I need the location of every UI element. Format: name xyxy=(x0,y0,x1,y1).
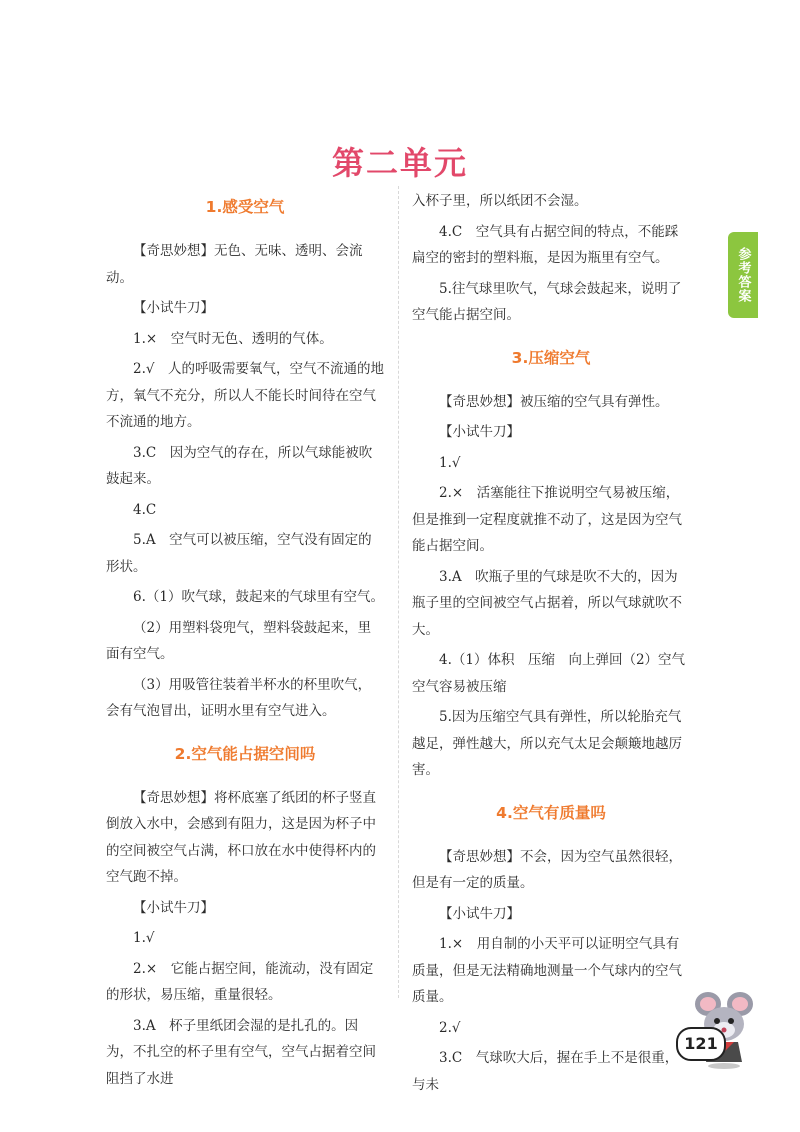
page-title: 第二单元 xyxy=(331,144,468,182)
paragraph: 4.C xyxy=(133,501,157,518)
paragraph: 4.C 空气具有占据空间的特点，不能踩扁空的密封的塑料瓶，是因为瓶里有空气。 xyxy=(412,223,679,266)
paragraph: 1.× 用自制的小天平可以证明空气具有质量，但是无法精确地测量一个气球内的空气质量。 xyxy=(412,936,682,1005)
paragraph: 3.A 杯子里纸团会湿的是扎孔的。因为，不扎空的杯子里有空气，空气占据着空间阻挡了水进 xyxy=(106,1017,376,1087)
paragraph: 5.A 空气可以被压缩，空气没有固定的形状。 xyxy=(106,532,372,575)
paragraph: 4.（1）体积 压缩 向上弹回（2）空气 空气容易被压缩 xyxy=(412,652,699,695)
paragraph: （3）用吸管往装着半杯水的杯里吹气，会有气泡冒出，证明水里有空气进入。 xyxy=(106,676,372,719)
paragraph: （2）用塑料袋兜气，塑料袋鼓起来，里面有空气。 xyxy=(106,619,372,662)
paragraph: 3.C 气球吹大后，握在手上不是很重，与未 xyxy=(412,1050,679,1093)
paragraph: 【小试牛刀】 xyxy=(133,300,214,316)
paragraph: 3.C 因为空气的存在，所以气球能被吹鼓起来。 xyxy=(106,444,373,487)
section-title-4: 4.空气有质量吗 xyxy=(496,803,606,822)
paragraph: 1.× 空气时无色、透明的气体。 xyxy=(133,330,333,347)
right-column xyxy=(412,188,699,1102)
section-title-1: 1.感受空气 xyxy=(205,198,285,216)
paragraph: 【奇思妙想】不会，因为空气虽然很轻，但是有一定的质量。 xyxy=(412,848,682,891)
paragraph: 【小试牛刀】 xyxy=(133,899,214,916)
paragraph: 2.× 它能占据空间，能流动，没有固定的形状，易压缩，重量很轻。 xyxy=(106,960,374,1003)
paragraph: 6.（1）吹气球，鼓起来的气球里有空气。 xyxy=(133,589,384,605)
paragraph: 入杯子里，所以纸团不会湿。 xyxy=(412,193,588,209)
left-column xyxy=(106,188,384,1096)
paragraph: 【奇思妙想】无色、无味、透明、会流动。 xyxy=(106,243,363,286)
paragraph: 5.往气球里吹气，气球会鼓起来，说明了空气能占据空间。 xyxy=(412,280,682,323)
section-title-2: 2.空气能占据空间吗 xyxy=(174,744,316,763)
paragraph: 5.因为压缩空气具有弹性，所以轮胎充气越足，弹性越大，所以充气太足会颠簸地越厉害。 xyxy=(412,709,682,778)
paragraph: 3.A 吹瓶子里的气球是吹不大的，因为瓶子里的空间被空气占据着，所以气球就吹不大。 xyxy=(412,568,682,638)
paragraph: 2.√ 人的呼吸需要氧气，空气不流通的地方，氧气不充分，所以人不能长时间待在空气不流通的地方。 xyxy=(106,361,384,430)
paragraph: 1.√ xyxy=(133,930,155,946)
paragraph: 2.× 活塞能往下推说明空气易被压缩，但是推到一定程度就推不动了，这是因为空气能占据空间。 xyxy=(412,485,682,554)
paragraph: 【小试牛刀】 xyxy=(439,905,520,922)
paragraph: 2.√ xyxy=(439,1019,461,1036)
paragraph: 1.√ xyxy=(439,454,461,471)
answer-key-tab: 参考答案 xyxy=(728,232,758,318)
page-number: 121 xyxy=(676,1027,726,1061)
paragraph: 【奇思妙想】被压缩的空气具有弹性。 xyxy=(439,393,669,410)
paragraph: 【小试牛刀】 xyxy=(439,424,520,440)
section-title-3: 3.压缩空气 xyxy=(511,348,591,367)
column-divider xyxy=(398,186,399,998)
paragraph: 【奇思妙想】将杯底塞了纸团的杯子竖直倒放入水中，会感到有阻力，这是因为杯子中的空间被空气占满，杯口放在水中使得杯内的空气跑不掉。 xyxy=(106,789,376,885)
